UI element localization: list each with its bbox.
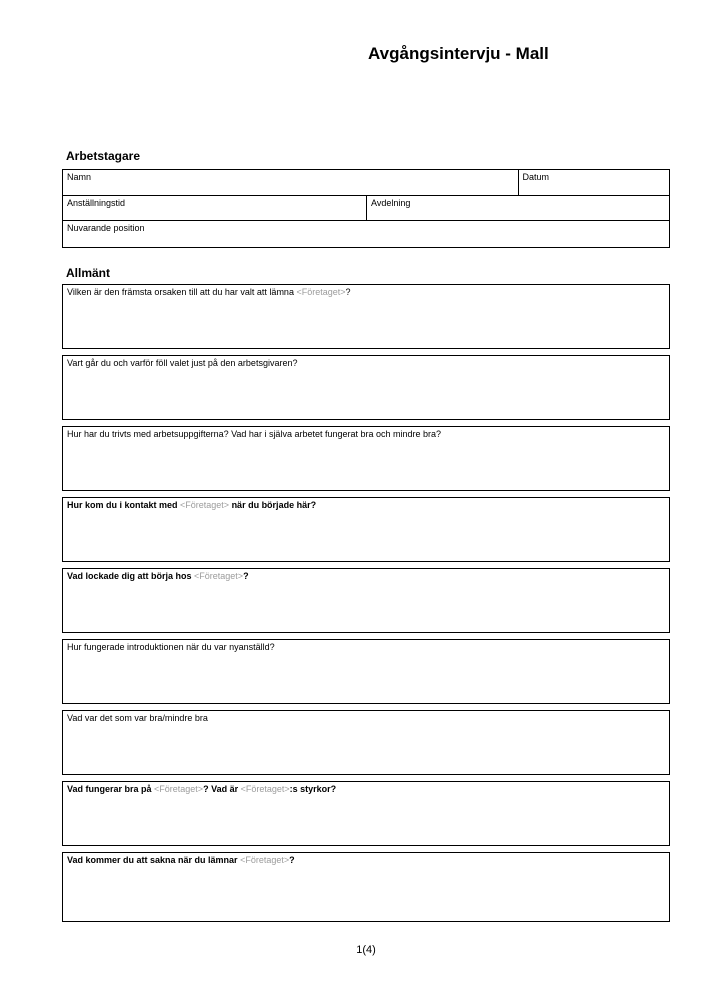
field-anstallningstid[interactable] <box>63 196 366 220</box>
field-avdelning[interactable] <box>366 196 669 220</box>
question-boxes <box>62 284 670 922</box>
answer-box-2[interactable] <box>62 355 670 420</box>
question-label-9 <box>67 855 665 866</box>
answer-box-9[interactable] <box>62 852 670 922</box>
question-text: Vad kommer du att sakna när du lämnar <box>67 855 241 865</box>
field-datum[interactable] <box>518 170 670 195</box>
employee-section-heading: Arbetstagare <box>66 149 141 163</box>
question-label-7 <box>67 713 665 724</box>
question-label-8 <box>67 784 665 795</box>
employee-table-row-2 <box>63 195 669 220</box>
company-placeholder: <Företaget> <box>296 287 346 297</box>
question-text: Hur har du trivts med arbetsuppgifterna? Vad har i själva arbetet fungerat bra och mindre bra? <box>67 429 442 439</box>
question-label-4 <box>67 500 665 511</box>
field-nuvarande-position[interactable] <box>63 221 669 247</box>
answer-box-8[interactable] <box>62 781 670 846</box>
answer-box-4[interactable] <box>62 497 670 562</box>
employee-table-row-1 <box>63 170 669 195</box>
answer-box-7[interactable] <box>62 710 670 775</box>
question-text: när du började här? <box>229 500 317 510</box>
question-text: ? <box>345 287 351 297</box>
field-nuvarande-position-label: Nuvarande position <box>67 223 145 233</box>
company-placeholder: <Företaget> <box>240 855 290 865</box>
page-title: Avgångsintervju - Mall <box>368 44 549 63</box>
question-text: Vad lockade dig att börja hos <box>67 571 195 581</box>
answer-box-6[interactable] <box>62 639 670 704</box>
field-datum-label: Datum <box>522 172 550 182</box>
question-label-2 <box>67 358 665 369</box>
page-number: 1(4) <box>356 944 376 956</box>
question-text: Vart går du och varför föll valet just på den arbetsgivaren? <box>67 358 298 368</box>
question-text: :s styrkor? <box>289 784 337 794</box>
field-namn-label: Namn <box>67 172 92 182</box>
answer-box-1[interactable] <box>62 284 670 349</box>
answer-box-3[interactable] <box>62 426 670 491</box>
field-anstallningstid-label: Anställningstid <box>67 198 126 208</box>
general-section-heading: Allmänt <box>66 266 111 280</box>
question-text: ? <box>289 855 295 865</box>
employee-table-row-3 <box>63 220 669 247</box>
field-avdelning-label: Avdelning <box>371 198 411 208</box>
employee-section <box>62 149 670 248</box>
question-label-3 <box>67 429 665 440</box>
question-text: ? Vad är <box>203 784 241 794</box>
answer-box-5[interactable] <box>62 568 670 633</box>
question-text: Hur kom du i kontakt med <box>67 500 181 510</box>
question-text: Hur fungerade introduktionen när du var nyanställd? <box>67 642 275 652</box>
question-text: Vad fungerar bra på <box>67 784 155 794</box>
question-label-6 <box>67 642 665 653</box>
company-placeholder: <Företaget> <box>194 571 244 581</box>
company-placeholder: <Företaget> <box>180 500 230 510</box>
company-placeholder: <Företaget> <box>154 784 204 794</box>
question-text: ? <box>243 571 249 581</box>
general-section <box>62 266 670 922</box>
employee-table <box>62 169 670 248</box>
field-namn[interactable] <box>63 170 518 195</box>
question-text: Vad var det som var bra/mindre bra <box>67 713 208 723</box>
question-label-1 <box>67 287 665 298</box>
question-text: Vilken är den främsta orsaken till att du har valt att lämna <box>67 287 297 297</box>
company-placeholder: <Företaget> <box>240 784 290 794</box>
question-label-5 <box>67 571 665 582</box>
